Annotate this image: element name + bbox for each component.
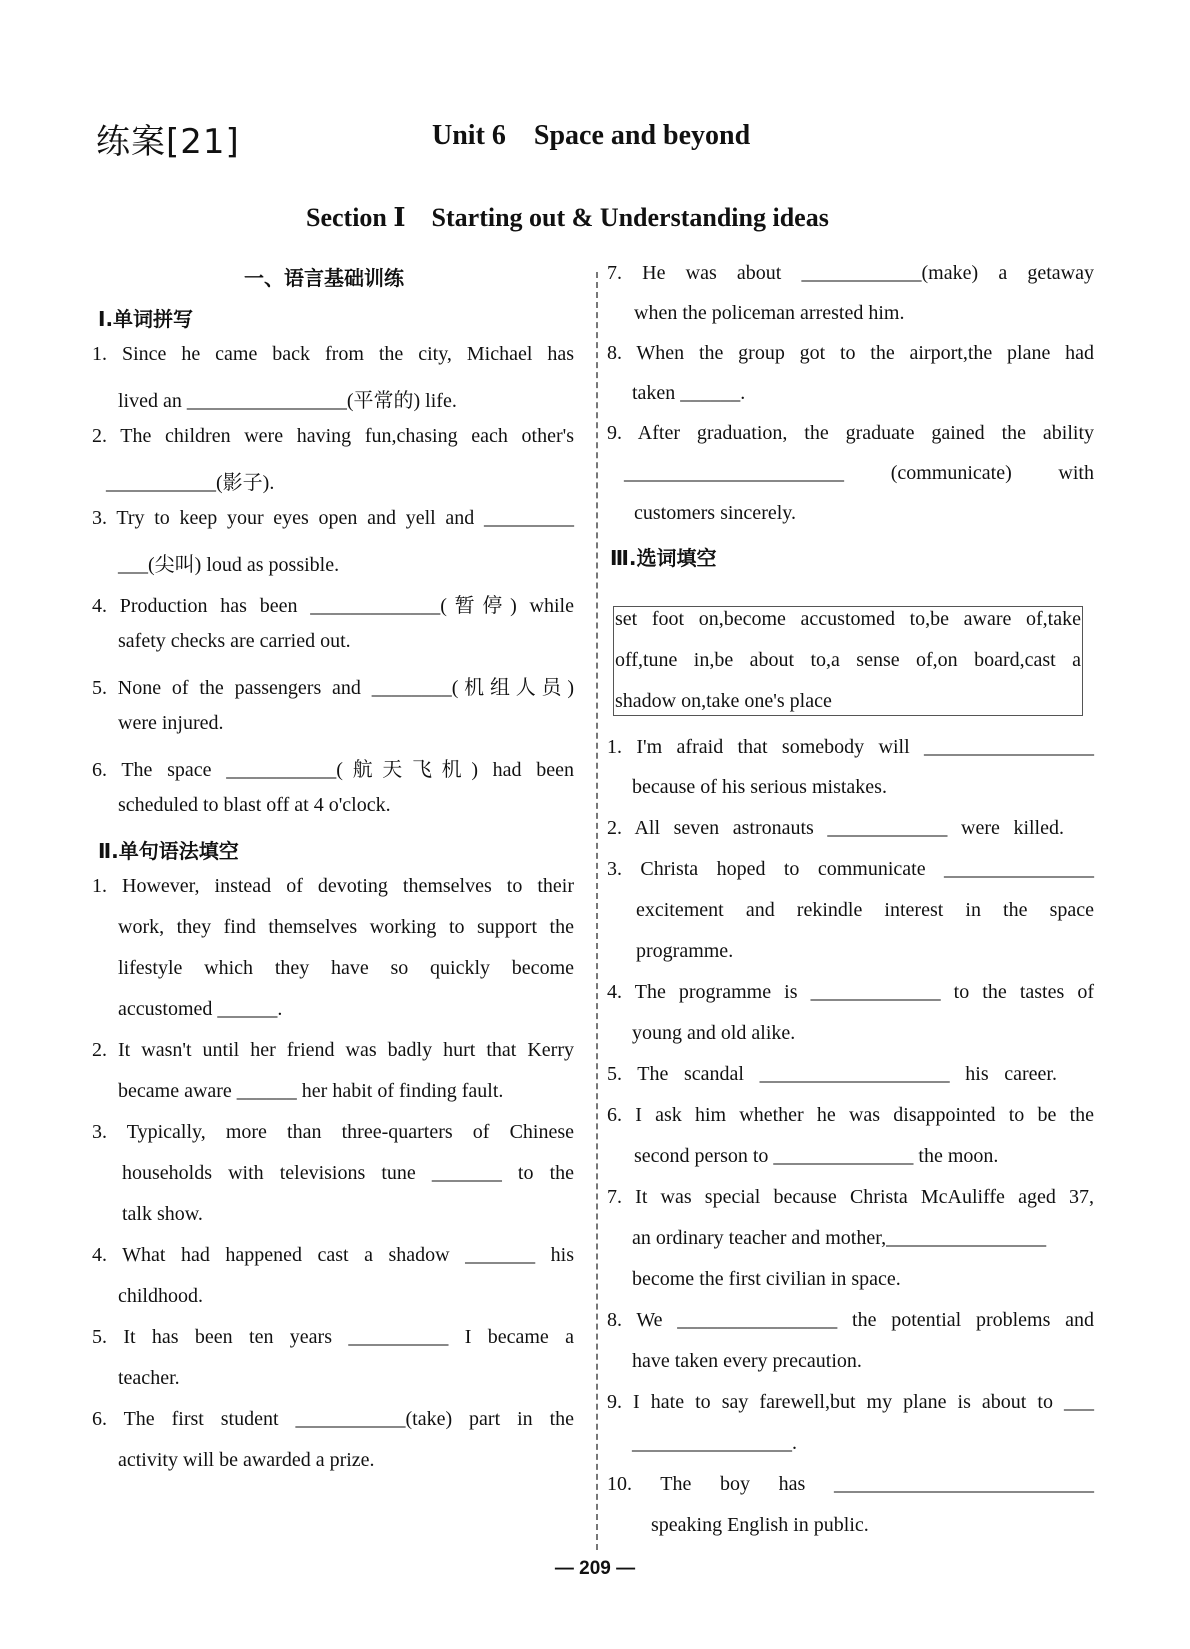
question-line: activity will be awarded a prize. [118, 1449, 375, 1471]
part-heading: 一、语言基础训练 [244, 266, 404, 290]
question-line: 4. Production has been _____________(暂停) while [92, 595, 574, 617]
word-box-line: off,tune in,be about to,a sense of,on board,cast a [615, 649, 1081, 671]
question-line: were injured. [118, 712, 224, 734]
question-line: young and old alike. [632, 1022, 796, 1044]
question-line: ______________________ (communicate) with [624, 462, 1094, 484]
question-line: lived an ________________(平常的) life. [118, 390, 457, 412]
question-line: an ordinary teacher and mother,________________ [632, 1227, 1047, 1249]
question-line: 5. None of the passengers and ________(机组人员) [92, 677, 574, 699]
question-line: safety checks are carried out. [118, 630, 351, 652]
question-line: lifestyle which they have so quickly become [118, 957, 574, 979]
page-number: — 209 — [554, 1558, 636, 1579]
question-line: speaking English in public. [651, 1514, 869, 1536]
question-line: 6. I ask him whether he was disappointed to be the [607, 1104, 1094, 1126]
exercise-label: 练案[21] [96, 122, 240, 162]
question-line: 10. The boy has __________________________ [607, 1473, 1094, 1495]
question-line: 6. The space ___________(航天飞机) had been [92, 759, 574, 781]
question-line: programme. [636, 940, 734, 962]
question-line: 7. He was about ____________(make) a getaway [607, 262, 1094, 284]
question-line: 4. The programme is _____________ to the tastes of [607, 981, 1094, 1003]
question-line: accustomed ______. [118, 998, 283, 1020]
question-line: 3. Typically, more than three-quarters of Chinese [92, 1121, 574, 1143]
question-line: 3. Christa hoped to communicate _______________ [607, 858, 1094, 880]
section-heading-spelling: Ⅰ.单词拼写 [98, 307, 194, 331]
question-line: teacher. [118, 1367, 180, 1389]
question-line: 5. The scandal ___________________ his career. [607, 1063, 1057, 1085]
question-line: customers sincerely. [634, 502, 796, 524]
question-line: 9. I hate to say farewell,but my plane is about to ___ [607, 1391, 1094, 1413]
word-box-line: shadow on,take one's place [615, 690, 832, 712]
question-line: have taken every precaution. [632, 1350, 862, 1372]
section-title: Section Ⅰ Starting out & Understanding ideas [306, 203, 829, 232]
question-line: ________________. [632, 1432, 797, 1454]
question-line: become the first civilian in space. [632, 1268, 901, 1290]
question-line: excitement and rekindle interest in the space [636, 899, 1094, 921]
question-line: 7. It was special because Christa McAuliffe aged 37, [607, 1186, 1094, 1208]
question-line: households with televisions tune _______ to the [122, 1162, 574, 1184]
question-line: because of his serious mistakes. [632, 776, 887, 798]
column-divider [596, 272, 598, 1550]
question-line: 1. I'm afraid that somebody will _________________ [607, 736, 1094, 758]
section-heading-word-choice: Ⅲ.选词填空 [610, 546, 717, 570]
question-line: childhood. [118, 1285, 203, 1307]
question-line: work, they find themselves working to support the [118, 916, 574, 938]
question-line: ___(尖叫) loud as possible. [118, 554, 340, 576]
question-line: 1. However, instead of devoting themselves to their [92, 875, 574, 897]
question-line: 5. It has been ten years __________ I became a [92, 1326, 574, 1348]
question-line: talk show. [122, 1203, 203, 1225]
question-line: 2. All seven astronauts ____________ were killed. [607, 817, 1064, 839]
question-line: 6. The first student ___________(take) part in the [92, 1408, 574, 1430]
question-line: 2. It wasn't until her friend was badly hurt that Kerry [92, 1039, 574, 1061]
unit-title: Unit 6 Space and beyond [432, 120, 751, 151]
question-line: became aware ______ her habit of finding fault. [118, 1080, 504, 1102]
question-line: 1. Since he came back from the city, Michael has [92, 343, 574, 365]
section-heading-grammar: Ⅱ.单句语法填空 [98, 839, 239, 863]
question-line: 3. Try to keep your eyes open and yell and _________ [92, 507, 574, 529]
question-line: 9. After graduation, the graduate gained the ability [607, 422, 1094, 444]
question-line: taken ______. [632, 382, 746, 404]
question-line: ___________(影子). [106, 472, 275, 494]
word-box-line: set foot on,become accustomed to,be aware of,take [615, 608, 1081, 630]
question-line: when the policeman arrested him. [634, 302, 905, 324]
question-line: 4. What had happened cast a shadow _______ his [92, 1244, 574, 1266]
question-line: 8. We ________________ the potential problems and [607, 1309, 1094, 1331]
question-line: second person to ______________ the moon. [634, 1145, 999, 1167]
question-line: 8. When the group got to the airport,the plane had [607, 342, 1094, 364]
question-line: scheduled to blast off at 4 o'clock. [118, 794, 391, 816]
question-line: 2. The children were having fun,chasing each other's [92, 425, 574, 447]
